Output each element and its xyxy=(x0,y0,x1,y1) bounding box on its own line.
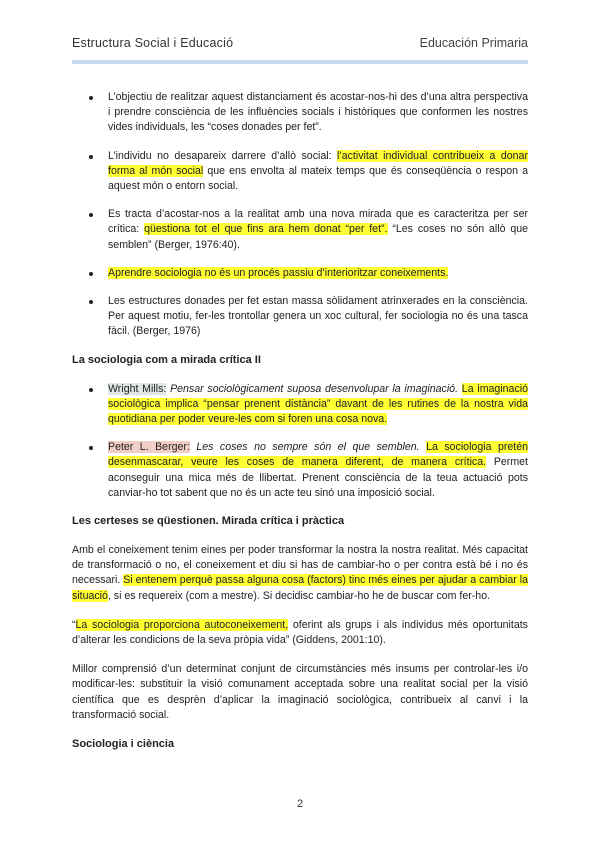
paragraph: “La sociologia proporciona autoconeixement, oferint als grups i als individus més oportunitats d’alterar les condicions de la seva pròpia vida” (Giddens, 2001:10). xyxy=(72,618,528,647)
list-item: Les estructures donades per fet estan massa sòlidament atrinxerades en la consciència. Per aquest motiu, fer-les trontollar genera un xoc cultural, fer sociologia no és una tasca fàcil. (Berger, 1976) xyxy=(108,294,528,340)
section-heading: Les certeses se qüestionen. Mirada crítica i pràctica xyxy=(72,515,345,528)
highlight: l’activitat individual contribueix a donar forma al món social xyxy=(108,149,528,177)
list-item xyxy=(108,266,528,281)
section-heading: La sociologia com a mirada crítica II xyxy=(72,353,261,366)
paragraph: Millor comprensió d’un determinat conjunt de circumstàncies més insums per controlar-les i/o modificar-les: substituir la visió comunament acceptada sobre una realitat social per la visió científica que es desprèn d’aplicar la imaginació sociològica, contribueix al canvi i la transformació social. xyxy=(72,663,528,721)
header-divider xyxy=(72,60,528,64)
highlight: qüestiona tot el que fins ara hem donat “per fet”. xyxy=(144,223,388,236)
highlight: La sociologia proporciona autoconeixement, xyxy=(75,618,289,631)
highlight: Aprendre sociologia no és un procés passiu d’interioritzar coneixements. xyxy=(108,266,449,279)
highlight: Si entenem perquè passa alguna cosa (factors) tinc més eines per ajudar a cambiar la situació xyxy=(72,574,528,602)
page-header xyxy=(72,36,528,54)
highlight: La imaginació sociològica implica “pensar prenent distància” davant de les rutines de la nostra vida quotidiana per poder veure-les com si foren una cosa nova. xyxy=(108,382,528,426)
author-name: Peter L. Berger: xyxy=(108,441,190,454)
course-label: Educación Primaria xyxy=(419,36,528,50)
section-heading: Sociologia i ciència xyxy=(72,738,175,751)
list-item: Peter L. Berger: Les coses no sempre són el que semblen. La sociologia pretén desenmascarar, veure les coses de manera diferent, de manera crítica. Permet aconseguir una mica més de llibertat. Prenent consciència de la teua actuació pots canviar-ho tot sabent que no és un acte teu sinó una imposició social. xyxy=(108,440,528,501)
page-content xyxy=(72,90,528,766)
list-item: Es tracta d’acostar-nos a la realitat amb una nova mirada que es caracteritza per ser crítica: qüestiona tot el que fins ara hem donat “per fet”. “Les coses no són allò que semblen” (Berger, 1976:40). xyxy=(108,207,528,253)
list-item xyxy=(108,382,528,428)
paragraph: Amb el coneixement tenim eines per poder transformar la nostra la nostra realitat. Més capacitat de transformació o no, el coneixement et diu si has de cambiar-ho o per contra està bé i no és necessari. Si entenem perquè passa alguna cosa (factors) tinc més eines per ajudar a cambiar la situació, si es requereix (com a mestre). Si decidisc cambiar-ho he de buscar com fer-ho. xyxy=(72,544,528,602)
list-item: L’individu no desapareix darrere d’allò social: l’activitat individual contribueix a donar forma al món social que ens envolta al mateix temps que és conseqüència o respon a aquest món o entorn social. xyxy=(108,149,528,195)
page-number: 2 xyxy=(296,798,304,810)
bullet-list xyxy=(72,90,528,340)
list-item: L’objectiu de realitzar aquest distanciament és acostar-nos-hi des d’una altra perspectiva i prendre consciència de les influències socials i històriques que conformen les nostres vides individuals, les “coses donades per fet”. xyxy=(108,90,528,136)
quote: Pensar sociològicament suposa desenvolupar la imaginació. xyxy=(170,382,459,395)
quote: Les coses no sempre són el que semblen. xyxy=(196,441,420,454)
bullet-list xyxy=(72,382,528,501)
author-name: Wright Mills: xyxy=(108,382,167,395)
document-title: Estructura Social i Educació xyxy=(72,36,234,50)
highlight: La sociologia pretén desenmascarar, veure les coses de manera diferent, de manera crítica. xyxy=(108,441,528,469)
